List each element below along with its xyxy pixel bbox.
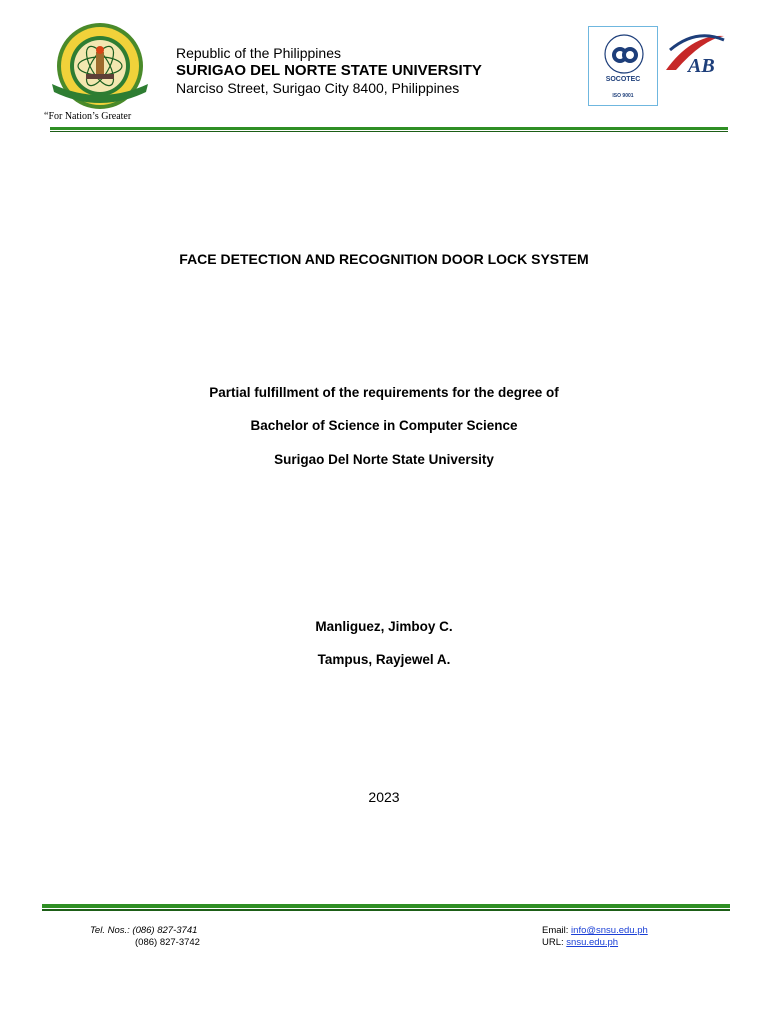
header-text	[176, 45, 482, 97]
url-link[interactable]: snsu.edu.ph	[566, 937, 619, 948]
contact-block	[542, 925, 648, 949]
email-row	[542, 925, 648, 937]
university-name: SURIGAO DEL NORTE STATE UNIVERSITY	[176, 62, 482, 79]
email-link[interactable]: info@snsu.edu.ph	[571, 925, 648, 936]
header-rule-thin	[50, 131, 728, 132]
university-address: Narciso Street, Surigao City 8400, Philippines	[176, 80, 460, 96]
author-2: Tampus, Rayjewel A.	[317, 652, 451, 667]
pab-swoosh-icon	[662, 30, 728, 80]
url-row	[542, 937, 648, 949]
socotec-icon	[603, 33, 645, 75]
pab-letters: AB	[688, 55, 715, 77]
footer-rule-thin	[42, 909, 730, 911]
university-seal-logo	[46, 22, 154, 110]
socotec-label: SOCOTEC	[605, 76, 641, 83]
year: 2023	[368, 789, 400, 805]
pab-accreditation-logo	[662, 30, 728, 102]
fulfillment-line-3: Surigao Del Norte State University	[274, 452, 494, 467]
telephone-line-2: (086) 827-3742	[135, 937, 200, 948]
fulfillment-line-2: Bachelor of Science in Computer Science	[250, 418, 518, 433]
fulfillment-line-1: Partial fulfillment of the requirements for the degree of	[209, 385, 559, 400]
socotec-iso-badge	[588, 26, 658, 106]
republic-label: Republic of the Philippines	[176, 45, 341, 61]
thesis-title: FACE DETECTION AND RECOGNITION DOOR LOCK SYSTEM	[179, 251, 589, 267]
university-motto: “For Nation’s Greater	[44, 111, 132, 122]
url-label: URL:	[542, 937, 564, 948]
iso-label: ISO 9001	[612, 93, 634, 99]
author-1: Manliguez, Jimboy C.	[315, 619, 453, 634]
email-label: Email:	[542, 925, 569, 936]
telephone-block	[90, 925, 200, 949]
header-rule	[50, 127, 728, 130]
telephone-line-1: Tel. Nos.: (086) 827-3741	[90, 925, 198, 936]
footer-rule	[42, 904, 730, 908]
